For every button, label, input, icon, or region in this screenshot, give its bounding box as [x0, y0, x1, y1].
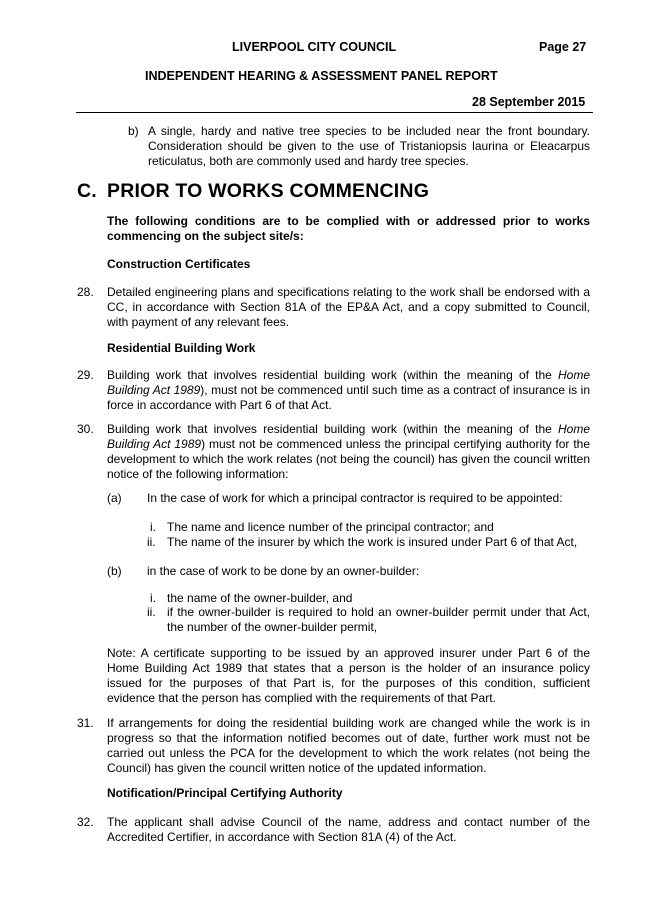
act-name: Home Building Act 1989: [107, 422, 590, 451]
council-name: LIVERPOOL CITY COUNCIL: [232, 40, 397, 54]
sub-a-text: In the case of work for which a principal contractor is required to be appointed:: [147, 491, 563, 505]
report-title: INDEPENDENT HEARING & ASSESSMENT PANEL REPORT: [145, 69, 498, 83]
sub-b-i-label: i.: [150, 591, 156, 605]
act-name: Home Building Act 1989: [107, 368, 590, 397]
sub-a-ii-label: ii.: [147, 535, 156, 549]
sub-a-label: (a): [107, 491, 122, 505]
report-date: 28 September 2015: [472, 95, 586, 109]
sub-a-i-text: The name and licence number of the principal contractor; and: [167, 520, 494, 534]
condition-29-number: 29.: [77, 368, 94, 382]
sub-a-i-label: i.: [150, 520, 156, 534]
condition-30-text: Building work that involves residential building work (within the meaning of the Home Building Act 1989) must not be commenced unless the principal certifying authority for the development to which the work relates (not being the council) has given the council written notice of the following information:: [107, 422, 590, 481]
condition-28-text: Detailed engineering plans and specifications relating to the work shall be endorsed with a CC, in accordance with Section 81A of the EP&A Act, and a copy submitted to Council, with payment of any relevant fees.: [107, 285, 590, 329]
sub-b-ii-text: if the owner-builder is required to hold an owner-builder permit under that Act, the number of the owner-builder permit,: [167, 605, 590, 634]
construction-heading: Construction Certificates: [107, 257, 251, 271]
section-intro: The following conditions are to be complied with or addressed prior to works commencing on the subject site/s:: [107, 214, 590, 243]
item-b-text: A single, hardy and native tree species to be included near the front boundary. Consideration should be given to the use of Tristaniopsis laurina or Eleacarpus reticulatus, both are commonly used and hardy tree species.: [148, 124, 590, 168]
section-title: PRIOR TO WORKS COMMENCING: [107, 180, 430, 202]
sub-b-text: in the case of work to be done by an owner-builder:: [147, 564, 420, 578]
condition-29-text: Building work that involves residential building work (within the meaning of the Home Building Act 1989), must not be commenced until such time as a contract of insurance is in force in accordance with Part 6 of that Act.: [107, 368, 591, 412]
condition-32-text: The applicant shall advise Council of the name, address and contact number of the Accredited Certifier, in accordance with Section 81A (4) of the Act.: [107, 815, 590, 844]
sub-b-label: (b): [107, 564, 122, 578]
sub-b-i-text: the name of the owner-builder, and: [167, 591, 353, 605]
section-letter: C.: [77, 180, 97, 202]
note-text: Note: A certificate supporting to be issued by an approved insurer under Part 6 of the Home Building Act 1989 that states that a person is the holder of an insurance policy issued for the purposes of that Part is, for the purposes of this condition, sufficient evidence that the person has complied with the requirements of that Part.: [107, 646, 590, 705]
condition-32-number: 32.: [77, 815, 94, 829]
sub-b-ii-label: ii.: [147, 605, 156, 619]
condition-30-number: 30.: [77, 422, 94, 436]
residential-heading: Residential Building Work: [107, 341, 256, 355]
header-rule: [76, 112, 593, 113]
condition-31-text: If arrangements for doing the residential building work are changed while the work is in progress so that the information notified becomes out of date, further work must not be carried out unless the PCA for the development to which the work relates (not being the Council) has given the council written notice of the updated information.: [107, 716, 590, 775]
condition-28-number: 28.: [77, 285, 94, 299]
item-b-label: b): [128, 124, 139, 138]
page-number: Page 27: [539, 40, 587, 54]
sub-a-ii-text: The name of the insurer by which the work is insured under Part 6 of that Act,: [167, 535, 578, 549]
condition-31-number: 31.: [77, 716, 94, 730]
notification-heading: Notification/Principal Certifying Authority: [107, 786, 343, 800]
